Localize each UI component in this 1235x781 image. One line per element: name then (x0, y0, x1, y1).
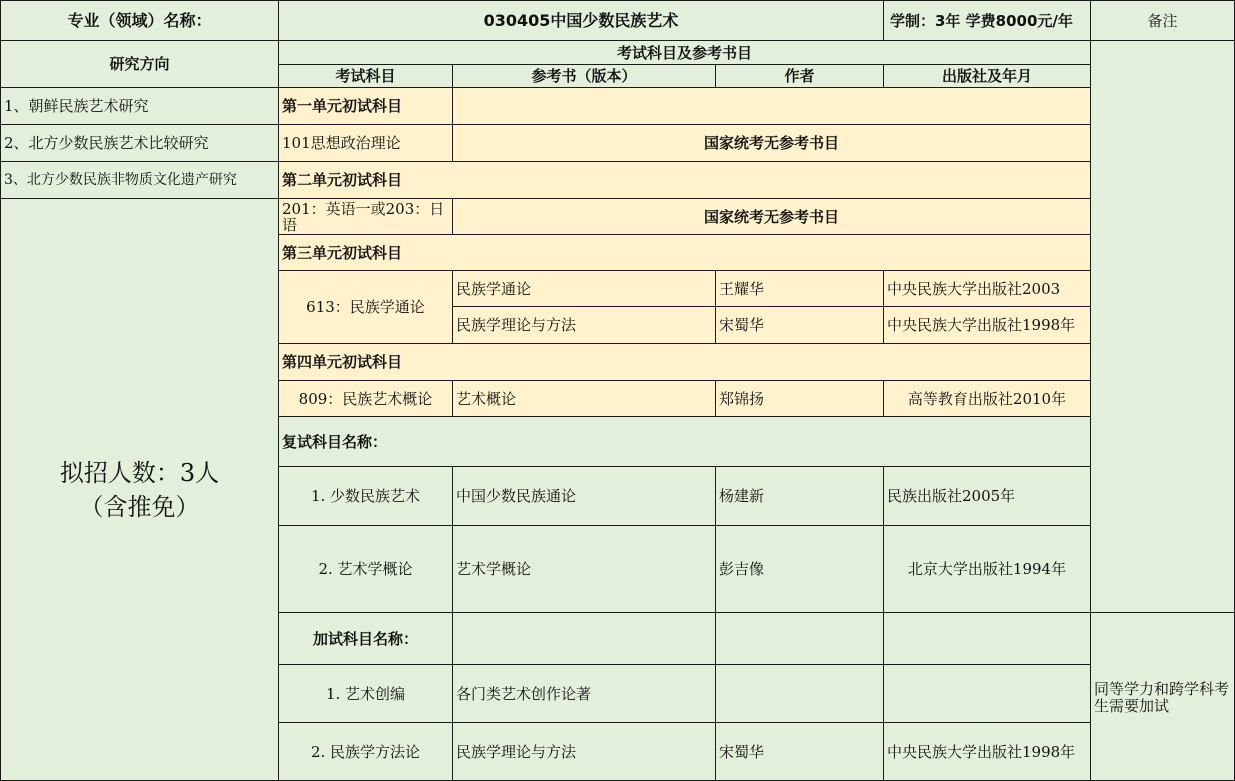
unit1-title-blank (452, 87, 1091, 125)
extra-book-1: 各门类艺术创作论著 (452, 664, 716, 723)
retest-title: 复试科目名称： (278, 416, 1091, 467)
unit4-book: 艺术概论 (452, 380, 716, 417)
extra-title-book-blank (452, 612, 716, 665)
unit1-title: 第一单元初试科目 (278, 87, 453, 125)
retest-author-2: 彭吉像 (715, 525, 884, 613)
major-label: 专业（领域）名称： (0, 0, 279, 41)
retest-subject-1: 1. 少数民族艺术 (278, 466, 453, 526)
extra-subject-1: 1. 艺术创编 (278, 664, 453, 723)
unit4-author: 郑锦扬 (715, 380, 884, 417)
extra-publisher-1 (883, 664, 1091, 723)
unit2-title: 第二单元初试科目 (278, 161, 1091, 199)
enrollment-line-1: 拟招人数：3人 (59, 458, 220, 487)
unit3-subject: 613：民族学通论 (278, 270, 453, 344)
retest-publisher-2: 北京大学出版社1994年 (883, 525, 1091, 613)
extra-subject-2: 2. 民族学方法论 (278, 722, 453, 781)
retest-publisher-1: 民族出版社2005年 (883, 466, 1091, 526)
unit4-subject: 809：民族艺术概论 (278, 380, 453, 417)
direction-1: 1、朝鲜民族艺术研究 (0, 87, 279, 125)
extra-author-2: 宋蜀华 (715, 722, 884, 781)
extra-book-2: 民族学理论与方法 (452, 722, 716, 781)
unit3-title: 第三单元初试科目 (278, 234, 1091, 271)
remarks-blank (1090, 40, 1235, 613)
publisher-header: 出版社及年月 (883, 64, 1091, 88)
extra-publisher-2: 中央民族大学出版社1998年 (883, 722, 1091, 781)
retest-subject-2: 2. 艺术学概论 (278, 525, 453, 613)
remarks-label: 备注 (1090, 0, 1235, 41)
unit3-book-1: 民族学通论 (452, 270, 716, 307)
unit2-note: 国家统考无参考书目 (452, 198, 1091, 235)
research-direction-header: 研究方向 (0, 40, 279, 88)
direction-2: 2、北方少数民族艺术比较研究 (0, 124, 279, 162)
retest-author-1: 杨建新 (715, 466, 884, 526)
author-header: 作者 (715, 64, 884, 88)
enrollment-count (0, 198, 279, 781)
extra-title-author-blank (715, 612, 884, 665)
retest-book-1: 中国少数民族通论 (452, 466, 716, 526)
direction-3: 3、北方少数民族非物质文化遗产研究 (0, 161, 279, 199)
retest-book-2: 艺术学概论 (452, 525, 716, 613)
unit1-subject: 101思想政治理论 (278, 124, 453, 162)
enrollment-line-2: （含推免） (79, 492, 200, 521)
major-name: 030405中国少数民族艺术 (278, 0, 884, 41)
unit3-publisher-1: 中央民族大学出版社2003 (883, 270, 1091, 307)
extra-title-publisher-blank (883, 612, 1091, 665)
unit4-publisher: 高等教育出版社2010年 (883, 380, 1091, 417)
unit3-book-2: 民族学理论与方法 (452, 306, 716, 344)
exam-books-header: 考试科目及参考书目 (278, 40, 1091, 65)
unit2-subject: 201：英语一或203：日语 (278, 198, 453, 235)
extra-title: 加试科目名称： (278, 612, 453, 665)
unit3-author-1: 王耀华 (715, 270, 884, 307)
book-header: 参考书（版本） (452, 64, 716, 88)
unit3-publisher-2: 中央民族大学出版社1998年 (883, 306, 1091, 344)
unit1-note: 国家统考无参考书目 (452, 124, 1091, 162)
unit4-title: 第四单元初试科目 (278, 343, 1091, 381)
extra-remark: 同等学力和跨学科考生需要加试 (1090, 612, 1235, 781)
duration-fee: 学制：3年 学费8000元/年 (883, 0, 1091, 41)
subject-header: 考试科目 (278, 64, 453, 88)
extra-author-1 (715, 664, 884, 723)
unit3-author-2: 宋蜀华 (715, 306, 884, 344)
